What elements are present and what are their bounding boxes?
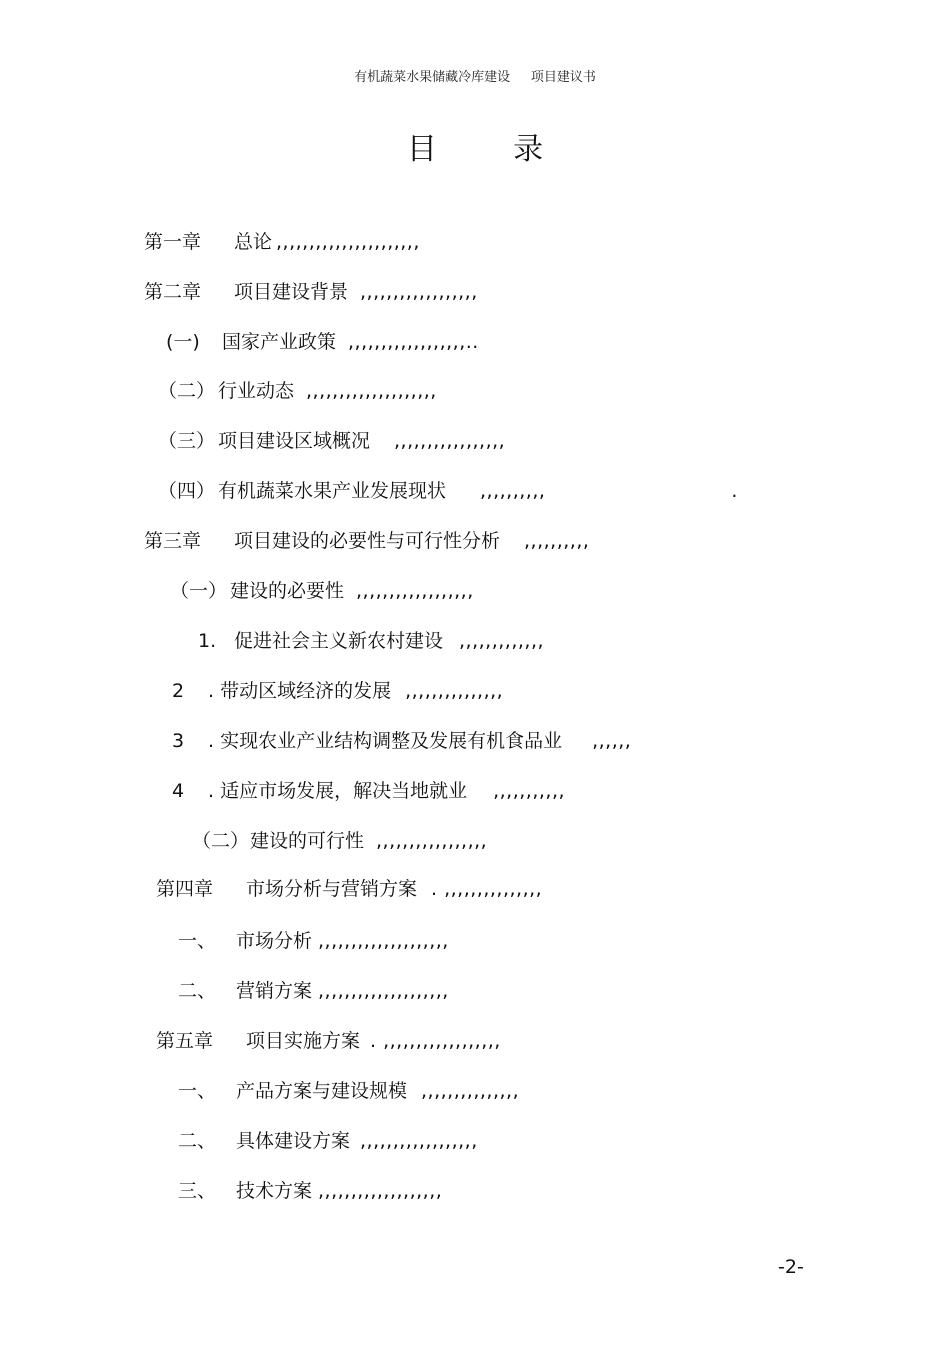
toc-entry	[198, 629, 544, 653]
toc-entry	[172, 729, 631, 753]
toc-entry-title: 项目建设区域概况	[218, 430, 371, 452]
toc-entry-number: （二）	[158, 380, 216, 402]
toc-entry-title: 项目建设的必要性与可行性分析	[234, 530, 501, 552]
toc-entry-dots: ,,,,,,,,,,,,,,,,,,,,	[318, 930, 449, 952]
toc-entry	[156, 877, 542, 901]
toc-entry-dots: ,,,,,,,,,,	[524, 530, 590, 552]
toc-entry-dots: ,,,,,,,,,,,,,,,,,,	[360, 1130, 478, 1152]
toc-entry-number: 一、	[178, 930, 217, 952]
toc-entry-dots: ,,,,,,,,,,,,,,,,,,..	[348, 331, 479, 353]
toc-entry-number: 三、	[178, 1180, 217, 1202]
toc-entry-number: （一）	[170, 580, 228, 602]
toc-entry-dots: . ,,,,,,,,,,,,,,,	[431, 878, 543, 900]
toc-entry-title: 行业动态	[218, 380, 295, 402]
toc-entry-number: 1.	[198, 630, 217, 652]
toc-entry	[178, 979, 449, 1003]
toc-entry	[144, 280, 478, 304]
toc-entry-number: 第三章	[144, 530, 202, 552]
toc-entry-number: 2	[172, 680, 185, 702]
toc-entry-dots: ,,,,,,,,,,,,,	[459, 630, 545, 652]
toc-entry-number: 第二章	[144, 281, 202, 303]
toc-entry-number: 二、	[178, 1130, 217, 1152]
toc-entry-dots: ,,,,,,,,,,,,,,,,,,,,	[306, 380, 437, 402]
toc-entry-page-marker: .	[731, 480, 738, 502]
toc-entry	[166, 330, 479, 354]
toc-entry-title: 项目建设背景	[234, 281, 349, 303]
toc-entry-dots: ,,,,,,,,,,,,,,,	[405, 680, 504, 702]
toc-entry-title: . 带动区域经济的发展	[208, 680, 392, 702]
toc-entry	[144, 230, 420, 254]
page-number: -2-	[778, 1256, 804, 1278]
toc-entry	[192, 829, 487, 853]
toc-entry-title: . 实现农业产业结构调整及发展有机食品业	[208, 730, 563, 752]
toc-entry	[178, 1179, 442, 1203]
toc-entry	[156, 1029, 501, 1053]
toc-entry-dots: ,,,,,,,,,,,,,,,,,	[376, 830, 488, 852]
toc-entry	[158, 379, 437, 403]
toc-entry-dots: ,,,,,,,,,,,	[493, 780, 566, 802]
toc-entry-number: （四）	[158, 480, 216, 502]
toc-entry-title: 技术方案	[236, 1180, 313, 1202]
toc-entry	[172, 779, 565, 803]
toc-entry	[178, 1129, 478, 1153]
toc-entry-dots: ,,,,,,,,,,,,,,,,,,,,,,	[276, 231, 420, 253]
toc-entry-title: 营销方案	[236, 980, 313, 1002]
toc-entry-dots: ,,,,,,,,,,	[480, 480, 546, 502]
toc-entry-title: 建设的必要性	[230, 580, 345, 602]
toc-entry-dots: ,,,,,,	[592, 730, 632, 752]
toc-entry-title: 产品方案与建设规模	[236, 1080, 408, 1102]
running-header: 有机蔬菜水果储藏冷库建设 项目建议书	[354, 70, 596, 85]
toc-entry-dots: ,,,,,,,,,,,,,,,,,,	[356, 580, 474, 602]
toc-entry-title: 国家产业政策	[222, 331, 337, 353]
toc-entry-title: 项目实施方案	[246, 1030, 361, 1052]
toc-entry-title: 总论	[234, 231, 273, 253]
toc-entry	[178, 929, 449, 953]
toc-entry	[170, 579, 474, 603]
toc-entry	[158, 479, 737, 503]
toc-entry-number: 一、	[178, 1080, 217, 1102]
toc-entry-title: 具体建设方案	[236, 1130, 351, 1152]
toc-entry-number: 第五章	[156, 1030, 214, 1052]
toc-entry-dots: ,,,,,,,,,,,,,,,	[421, 1080, 520, 1102]
toc-entry-number: 4	[172, 780, 185, 802]
toc-entry-number: （三）	[158, 430, 216, 452]
toc-entry	[178, 1079, 519, 1103]
toc-entry-title: . 适应市场发展，解决当地就业	[208, 780, 468, 802]
toc-entry-number: （二）	[192, 830, 250, 852]
toc-entry-number: 二、	[178, 980, 217, 1002]
toc-entry	[158, 429, 505, 453]
toc-entry-title: 有机蔬菜水果产业发展现状	[218, 480, 447, 502]
toc-entry-number: 3	[172, 730, 185, 752]
toc-entry-dots: ,,,,,,,,,,,,,,,,,,	[360, 281, 478, 303]
toc-entry-dots: ,,,,,,,,,,,,,,,,,	[394, 430, 506, 452]
toc-entry-dots: ,,,,,,,,,,,,,,,,,,,	[318, 1180, 443, 1202]
toc-entry	[144, 529, 589, 553]
toc-entry-dots: ,,,,,,,,,,,,,,,,,,,,	[318, 980, 449, 1002]
toc-entry-title: 市场分析	[236, 930, 313, 952]
toc-entry-number: (一)	[166, 331, 200, 353]
toc-entry-number: 第四章	[156, 878, 214, 900]
toc-entry	[172, 679, 503, 703]
toc-entry-title: 建设的可行性	[250, 830, 365, 852]
toc-entry-number: 第一章	[144, 231, 202, 253]
page-title: 目 录	[406, 132, 544, 167]
toc-entry-title: 市场分析与营销方案	[246, 878, 418, 900]
toc-entry-dots: . ,,,,,,,,,,,,,,,,,,	[370, 1030, 501, 1052]
toc-entry-title: 促进社会主义新农村建设	[234, 630, 444, 652]
